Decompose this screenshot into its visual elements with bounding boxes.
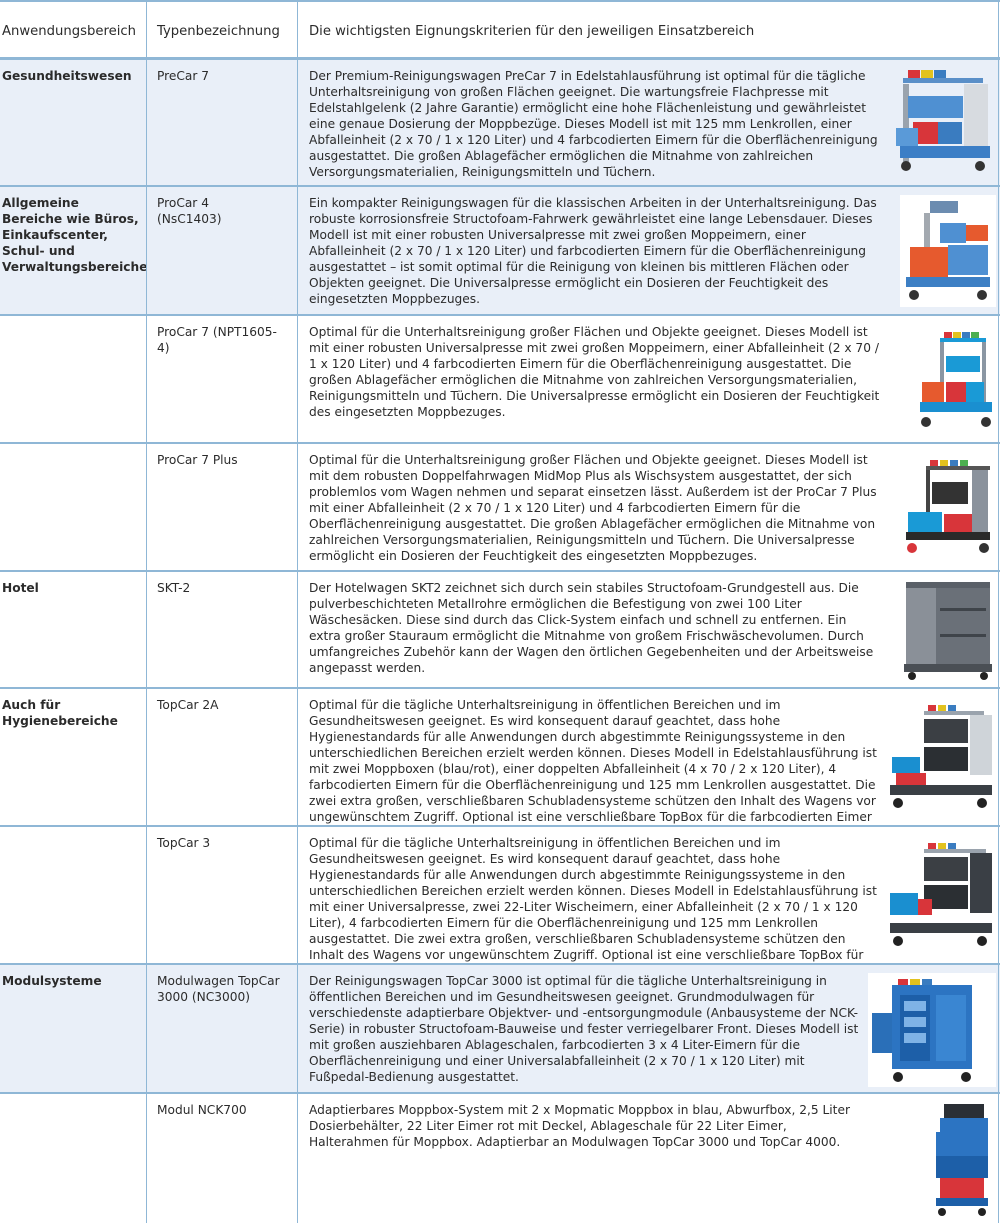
cart-image [926, 1100, 996, 1222]
row-type: ProCar 7 (NPT1605-4) [157, 325, 277, 355]
row-description: Optimal für die tägliche Unterhaltsreinigung in öffentlichen Bereichen und im Gesundheitswesen geeignet. Es wird konsequent darauf geachtet, dass hohe Hygienestandards für alle Anwendungen durch abgestimmte Reinigungssysteme in den unterschiedlichen Bereichen erzielt werden können. Dieses Modell in Edelstahlausführung ist mit zwei Moppboxen (blau/rot), einer doppelten Abfalleinheit (4 x 70 / 2 x 120 Liter), 4 farbcodierten Eimern für die Oberflächenreinigung und 125 mm Lenkrollen ausgestattet. Die zwei extra großen, verschließbaren Schubladensysteme schützen den Inhalt des Wagens vor ungewünschtem Zugriff. Optional ist eine verschließbare TopBox für die farbcodierten Eimer [309, 698, 877, 824]
row-description: Der Hotelwagen SKT2 zeichnet sich durch sein stabiles Structofoam-Grundgestell aus. Die pulverbeschichteten Metallrohre ermöglichen die Befestigung von zwei 100 Liter Wäschesäcken. Diese sind durch das Click-System einfach und schnell zu entfernen. Ein extra großer Stauraum ermöglicht die Mitnahme von großem Frischwäschevolumen. Durch umfangreiches Zubehör kann der Wagen den örtlichen Gegebenheiten und der Arbeitsweise angepasst werden. [309, 581, 874, 675]
column-divider [297, 0, 298, 1223]
row-type: SKT-2 [157, 581, 191, 595]
cart-image [884, 835, 996, 955]
table-row [0, 827, 1000, 965]
row-area: Modulsysteme [2, 974, 102, 988]
row-type: ProCar 7 Plus [157, 453, 238, 467]
cart-image [900, 452, 996, 568]
column-divider [998, 0, 999, 1223]
row-description: Der Reinigungswagen TopCar 3000 ist optimal für die tägliche Unterhaltsreinigung in öffentlichen Bereichen und im Gesundheitswesen geeignet. Grundmodulwagen für verschiedenste adaptierbare Objektver- und -entsorgungmodule (Anbausysteme der NCK-Serie) in robuster Structofoam-Bauweise und fester verriegelbarer Front. Dieses Modell ist mit großen ausziehbaren Ablageschalen, farbcodierten 3 x 4 Liter-Eimern für die Oberflächenreinigung und einer Universalabfalleinheit (2 x 70 / 1 x 120 Liter) mit Fußpedal-Bedienung ausgestattet. [309, 974, 859, 1084]
row-description: Adaptierbares Moppbox-System mit 2 x Mopmatic Moppbox in blau, Abwurfbox, 2,5 Liter Dosierbehälter, 22 Liter Eimer rot mit Deckel, Ablageschale für 22 Liter Eimer, Halterahmen für Moppbox. Adaptierbar an Modulwagen TopCar 3000 und TopCar 4000. [309, 1103, 850, 1149]
row-description: Optimal für die Unterhaltsreinigung großer Flächen und Objekte geeignet. Dieses Modell ist mit einer robusten Universalpresse mit zwei großen Moppeimern, einer Abfalleinheit (2 x 70 / 1 x 120 Liter) und 4 farbcodierten Eimern für die Oberflächenreinigung ausgestattet. Die großen Ablagefächer ermöglichen die Mitnahme von zahlreichen Versorgungsmaterialien, Reinigungsmitteln und Tüchern. Die Universalpresse ermöglicht ein Dosieren der Feuchtigkeit des eingesetzten Moppbezuges. [309, 325, 880, 419]
row-area: Auch für Hygienebereiche [2, 698, 118, 728]
row-type: TopCar 3 [157, 836, 211, 850]
cart-image [868, 973, 996, 1091]
table-row [0, 187, 1000, 316]
row-type: Modul NCK700 [157, 1103, 247, 1117]
cart-image [900, 578, 996, 686]
table-header [0, 0, 1000, 60]
row-description: Optimal für die Unterhaltsreinigung großer Flächen und Objekte geeignet. Dieses Modell ist mit dem robusten Doppelfahrwagen MidMop Plus als Wischsystem ausgestattet, der sich problemlos vom Wagen nehmen und separat einsetzen lässt. Außerdem ist der ProCar 7 Plus mit einer Abfalleinheit (2 x 70 / 1 x 120 Liter) und 4 farbcodierten Eimern für die Oberflächenreinigung ausgestattet. Die großen Ablagefächer ermöglichen die Mitnahme von zahlreichen Versorgungsmaterialien, Reinigungsmitteln und Tüchern. Die Universalpresse ermöglicht ein Dosieren der Feuchtigkeit des eingesetzten Moppbezuges. [309, 453, 877, 563]
row-area: Hotel [2, 581, 39, 595]
header-area: Anwendungsbereich [2, 24, 136, 39]
row-area: Allgemeine Bereiche wie Büros, Einkaufscenter, Schul- und Verwaltungsbereiche [2, 196, 148, 274]
row-type: Modulwagen TopCar 3000 (NC3000) [157, 974, 280, 1004]
table-row [0, 60, 1000, 187]
header-criteria: Die wichtigsten Eignungskriterien für den jeweiligen Einsatzbereich [309, 24, 755, 39]
cart-image [900, 195, 996, 311]
table-row [0, 1094, 1000, 1223]
cart-image [884, 697, 996, 817]
header-type: Typenbezeichnung [157, 24, 280, 39]
table-row [0, 689, 1000, 827]
row-type: ProCar 4 (NsC1403) [157, 196, 222, 226]
table-row [0, 444, 1000, 572]
table-row [0, 965, 1000, 1094]
row-description: Der Premium-Reinigungswagen PreCar 7 in Edelstahlausführung ist optimal für die tägliche Unterhaltsreinigung von großen Flächen geeignet. Die wartungsfreie Flachpresse mit Edelstahlgelenk (2 Jahre Garantie) ermöglicht eine hohe Flächenleistung und gewährleistet eine genaue Dosierung der Moppbezüge. Dieses Modell ist mit 125 mm Lenkrollen, einer Abfalleinheit (2 x 70 / 1 x 120 Liter) und 4 farbcodierten Eimern für die Oberflächenreinigung ausgestattet. Die großen Ablagefächer ermöglichen die Mitnahme von zahlreichen Versorgungsmaterialien, Reinigungsmitteln und Tüchern. [309, 69, 878, 179]
row-description: Ein kompakter Reinigungswagen für die klassischen Arbeiten in der Unterhaltsreinigung. Das robuste korrosionsfreie Structofoam-Fahrwerk gewährleistet eine lange Lebensdauer. Dieses Modell ist mit einer robusten Universalpresse mit zwei großen Moppeimern, einer Abfalleinheit (2 x 70 / 1 x 120 Liter) und farbcodierten Eimern für die Oberflächenreinigung ausgestattet – ist somit optimal für die Reinigung von kleinen bis mittleren Flächen oder Objekten geeignet. Die Universalpresse ermöglicht ein Dosieren der Feuchtigkeit des eingesetzten Moppbezuges. [309, 196, 877, 306]
row-type: TopCar 2A [157, 698, 219, 712]
cart-image [916, 328, 996, 440]
cart-image [888, 66, 996, 185]
table-row [0, 572, 1000, 689]
table-row [0, 316, 1000, 444]
row-area: Gesundheitswesen [2, 69, 132, 83]
column-divider [146, 0, 147, 1223]
row-type: PreCar 7 [157, 69, 209, 83]
row-description: Optimal für die tägliche Unterhaltsreinigung in öffentlichen Bereichen und im Gesundheitswesen geeignet. Es wird konsequent darauf geachtet, dass hohe Hygienestandards für alle Anwendungen durch abgestimmte Reinigungssysteme in den unterschiedlichen Bereichen erzielt werden können. Dieses Modell in Edelstahlausführung ist mit einer Universalpresse, zwei 22-Liter Wischeimern, einer Abfalleinheit (2 x 70 / 1 x 120 Liter), 4 farbcodierten Eimern für die Oberflächenreinigung und 125 mm Lenkrollen ausgestattet. Die zwei extra großen, verschließbaren Schubladensysteme schützen den Inhalt des Wagens vor ungewünschtem Zugriff. Optional ist eine verschließbare TopBox für [309, 836, 877, 962]
